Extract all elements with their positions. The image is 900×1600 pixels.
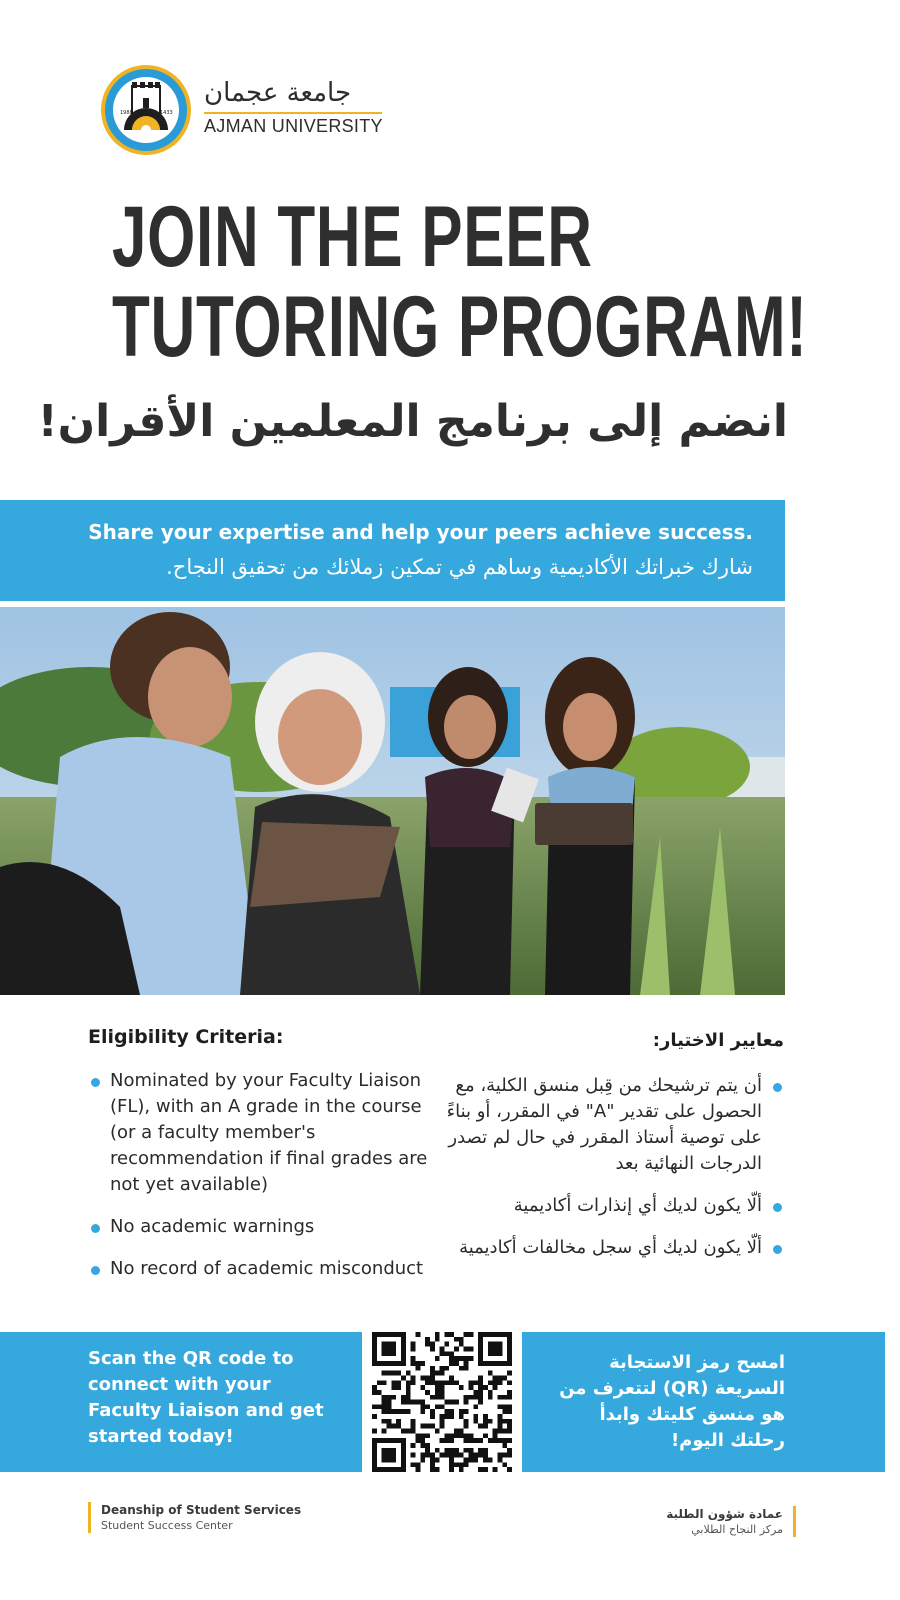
svg-text:1988: 1988 — [120, 110, 133, 116]
eligibility-arabic — [444, 1030, 784, 1277]
cta-band — [0, 1332, 885, 1472]
bullet-icon — [773, 1245, 782, 1254]
cta-english: Scan the QR code to connect with your Faculty Liaison and get started today! — [88, 1348, 324, 1447]
criterion-item: No record of academic misconduct — [88, 1256, 433, 1282]
logo-divider — [204, 112, 382, 114]
bullet-icon — [91, 1224, 100, 1233]
university-name-arabic: جامعة عجمان — [204, 78, 352, 108]
university-name-english: AJMAN UNIVERSITY — [204, 116, 383, 136]
eligibility-title-english: Eligibility Criteria: — [88, 1026, 284, 1048]
page-title-arabic: انضم إلى برنامج المعلمين الأقران! — [37, 396, 788, 447]
center-name-arabic: مركز النجاح الطلابي — [691, 1523, 783, 1536]
students-photo — [0, 607, 785, 995]
students-with-tablets-photo-icon — [0, 607, 785, 995]
footer-arabic — [666, 1506, 796, 1537]
bullet-icon — [773, 1203, 782, 1212]
deanship-name-arabic: عمادة شؤون الطلبة — [666, 1507, 783, 1521]
tagline-english: Share your expertise and help your peers achieve success. — [88, 520, 753, 544]
qr-container — [362, 1332, 522, 1472]
qr-code-icon[interactable] — [372, 1332, 512, 1472]
svg-text:1433: 1433 — [160, 110, 173, 116]
criterion-item: Nominated by your Faculty Liaison (FL), with an A grade in the course (or a faculty member's recommendation if final grades are not yet available) — [88, 1068, 433, 1198]
center-name-english: Student Success Center — [101, 1519, 233, 1532]
tagline-banner — [0, 500, 785, 601]
criterion-item-arabic: ألّا يكون لديك أي سجل مخالفات أكاديمية — [444, 1235, 784, 1261]
eligibility-english — [88, 1026, 433, 1298]
university-logo — [100, 64, 400, 156]
bullet-icon — [91, 1266, 100, 1275]
criterion-item-arabic: ألّا يكون لديك أي إنذارات أكاديمية — [444, 1193, 784, 1219]
title-line-1: JOIN THE PEER — [112, 189, 593, 285]
title-line-2: TUTORING PROGRAM! — [112, 279, 808, 375]
bullet-icon — [91, 1078, 100, 1087]
footer-english — [88, 1502, 301, 1533]
cta-arabic: امسح رمز الاستجابة السريعة (QR) لتتعرف من هو منسق كليتك وابدأ رحلتك اليوم! — [559, 1352, 785, 1451]
page-title — [112, 189, 812, 375]
bullet-icon — [773, 1083, 782, 1092]
university-seal-icon — [100, 64, 192, 156]
tagline-arabic: شارك خبراتك الأكاديمية وساهم في تمكين زملائك من تحقيق النجاح. — [166, 555, 753, 579]
deanship-name-english: Deanship of Student Services — [101, 1503, 302, 1517]
criterion-item-arabic: أن يتم ترشيحك من قِبل منسق الكلية، مع الحصول على تقدير "A" في المقرر، أو بناءً على توصية أستاذ المقرر في حال لم تصدر الدرجات النهائية بعد — [444, 1073, 784, 1177]
criterion-item: No academic warnings — [88, 1214, 433, 1240]
eligibility-title-arabic: معايير الاختيار: — [652, 1030, 784, 1051]
